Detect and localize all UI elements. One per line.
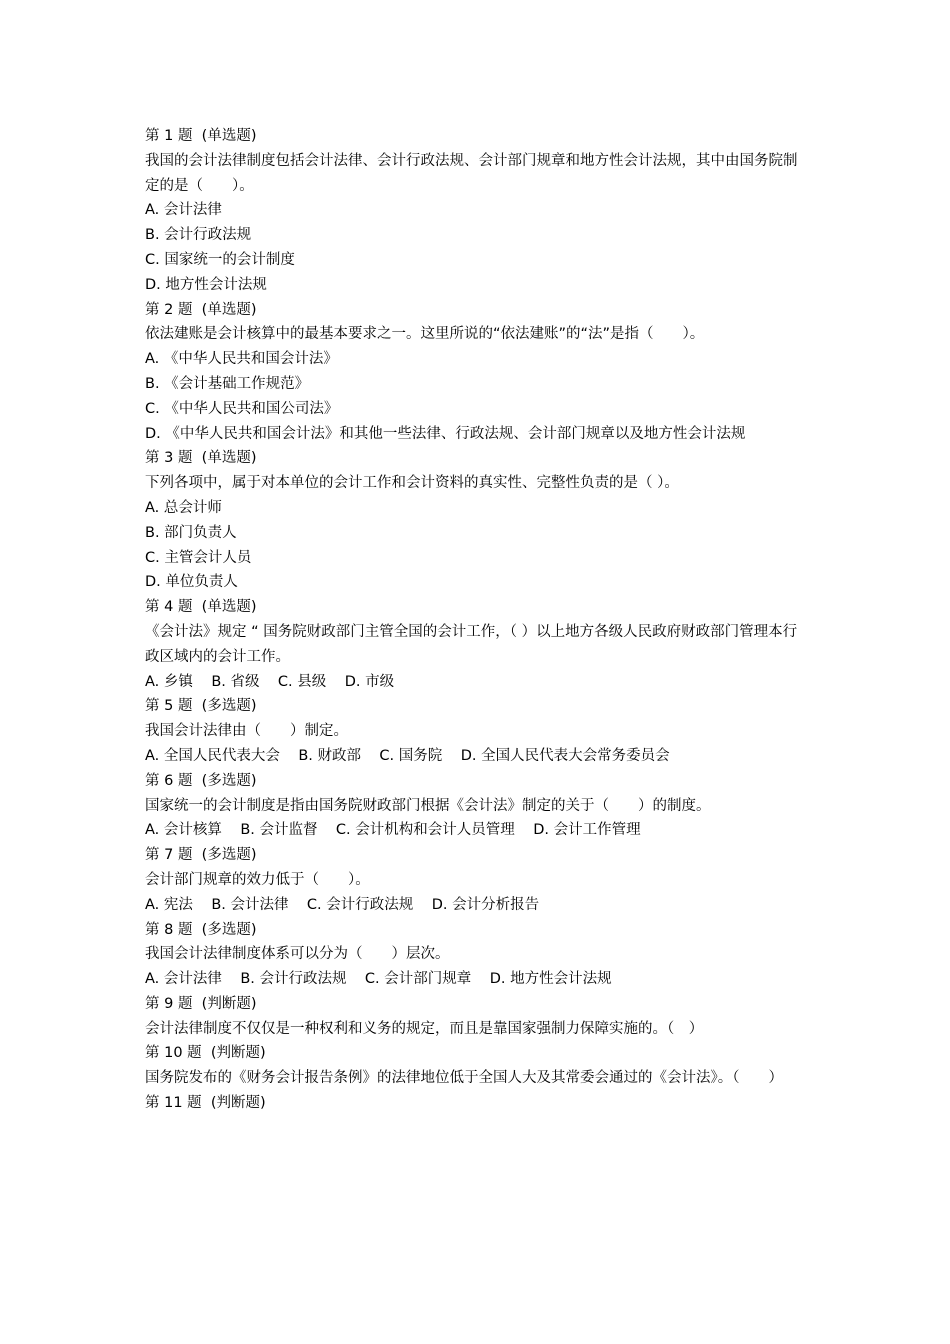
question-stem: 我国的会计法律制度包括会计法律、会计行政法规、会计部门规章和地方性会计法规，其中由国务院制定的是（ ）。 — [145, 152, 798, 194]
question-2 — [145, 298, 810, 447]
question-header: 第 8 题 (多选题) — [145, 921, 257, 938]
question-header: 第 7 题 (多选题) — [145, 847, 257, 864]
question-stem: 会计部门规章的效力低于（ ）。 — [145, 871, 370, 888]
option-c: C. 《中华人民共和国公司法》 — [145, 400, 339, 417]
question-stem: 《会计法》规定 “ 国务院财政部门主管全国的会计工作，（ ）以上地方各级人民政府财政部门管理本行政区域内的会计工作。 — [145, 623, 798, 665]
option-c: C. 国家统一的会计制度 — [145, 251, 295, 268]
question-header: 第 5 题 (多选题) — [145, 698, 257, 715]
document-body — [145, 124, 810, 1116]
question-header: 第 4 题 (单选题) — [145, 599, 257, 616]
option-a: A. 《中华人民共和国会计法》 — [145, 351, 338, 368]
question-stem: 我国会计法律由（ ）制定。 — [145, 723, 348, 740]
question-11 — [145, 1091, 810, 1116]
question-header: 第 1 题 (单选题) — [145, 128, 257, 144]
question-header: 第 10 题 (判断题) — [145, 1045, 266, 1062]
question-header: 第 11 题 (判断题) — [145, 1095, 266, 1112]
options-row: A. 乡镇 B. 省级 C. 县级 D. 市级 — [145, 673, 395, 690]
question-4 — [145, 595, 810, 694]
options-row: A. 会计核算 B. 会计监督 C. 会计机构和会计人员管理 D. 会计工作管理 — [145, 822, 641, 839]
question-1 — [145, 124, 810, 298]
option-b: B. 会计行政法规 — [145, 227, 252, 244]
option-a: A. 会计法律 — [145, 202, 222, 219]
option-b: B. 《会计基础工作规范》 — [145, 375, 310, 392]
question-header: 第 2 题 (单选题) — [145, 301, 257, 318]
question-header: 第 3 题 (单选题) — [145, 450, 257, 467]
option-d: D. 地方性会计法规 — [145, 276, 267, 293]
options-row: A. 宪法 B. 会计法律 C. 会计行政法规 D. 会计分析报告 — [145, 896, 540, 913]
question-stem: 我国会计法律制度体系可以分为（ ）层次。 — [145, 946, 450, 963]
question-stem: 会计法律制度不仅仅是一种权利和义务的规定，而且是靠国家强制力保障实施的。（ ） — [145, 1020, 704, 1037]
question-header: 第 9 题 (判断题) — [145, 995, 257, 1012]
question-9 — [145, 992, 810, 1042]
question-3 — [145, 446, 810, 595]
question-stem: 国家统一的会计制度是指由国务院财政部门根据《会计法》制定的关于（ ）的制度。 — [145, 797, 711, 814]
question-10 — [145, 1041, 810, 1091]
question-stem: 下列各项中，属于对本单位的会计工作和会计资料的真实性、完整性负责的是（ ）。 — [145, 475, 679, 492]
option-c: C. 主管会计人员 — [145, 549, 252, 566]
question-header: 第 6 题 (多选题) — [145, 772, 257, 789]
question-7 — [145, 843, 810, 917]
question-8 — [145, 918, 810, 992]
option-a: A. 总会计师 — [145, 499, 222, 516]
option-d: D. 《中华人民共和国会计法》和其他一些法律、行政法规、会计部门规章以及地方性会计法规 — [145, 425, 746, 442]
question-stem: 依法建账是会计核算中的最基本要求之一。这里所说的“依法建账”的“法”是指（ ）。 — [145, 326, 705, 343]
options-row: A. 全国人民代表大会 B. 财政部 C. 国务院 D. 全国人民代表大会常务委员会 — [145, 747, 670, 764]
option-d: D. 单位负责人 — [145, 574, 238, 591]
question-5 — [145, 694, 810, 768]
options-row: A. 会计法律 B. 会计行政法规 C. 会计部门规章 D. 地方性会计法规 — [145, 971, 612, 988]
question-6 — [145, 769, 810, 843]
option-b: B. 部门负责人 — [145, 524, 237, 541]
question-stem: 国务院发布的《财务会计报告条例》的法律地位低于全国人大及其常委会通过的《会计法》。（ ） — [145, 1070, 783, 1087]
